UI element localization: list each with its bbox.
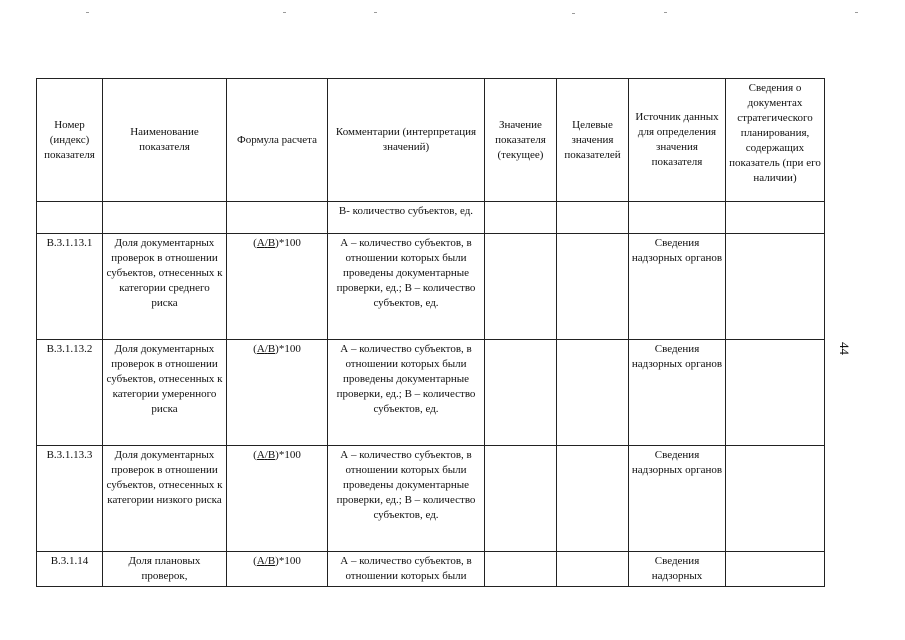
header-strategic: Сведения о документах стратегического планирования, содержащих показатель (при его наличии) (726, 79, 825, 202)
formula-a: А (256, 449, 265, 461)
cell-comment: А – количество субъектов, в отношении которых были (328, 552, 485, 587)
table-row (37, 234, 825, 340)
cell-code: В.3.1.13.3 (37, 446, 103, 552)
cell-code: В.3.1.14 (37, 552, 103, 587)
header-source: Источник данных для определения значения показателя (629, 79, 726, 202)
cell-comment: А – количество субъектов, в отношении которых были проведены документарные проверки, ед.; В – количество субъектов, ед. (328, 234, 485, 340)
indicators-table (36, 78, 825, 587)
cell-target-values (557, 552, 629, 587)
cell-formula: (А/В)*100 (227, 552, 328, 587)
table-row (37, 202, 825, 234)
scan-speck (664, 12, 667, 13)
formula-a-b (257, 555, 275, 567)
cell-target-values (557, 340, 629, 446)
cell-empty (629, 202, 726, 234)
formula-separator: / (264, 237, 268, 249)
formula-separator: / (264, 449, 268, 461)
cell-empty (37, 202, 103, 234)
formula-b: В (267, 449, 276, 461)
cell-code: В.3.1.13.2 (37, 340, 103, 446)
cell-strategic (726, 552, 825, 587)
formula-b: В (267, 555, 276, 567)
formula-separator: / (264, 343, 268, 355)
header-name: Наименование показателя (103, 79, 227, 202)
cell-formula: (А/В)*100 (227, 446, 328, 552)
formula-a-b (257, 449, 275, 461)
scan-speck (283, 12, 286, 13)
cell-formula: (А/В)*100 (227, 234, 328, 340)
cell-comment: А – количество субъектов, в отношении которых были проведены документарные проверки, ед.; В – количество субъектов, ед. (328, 340, 485, 446)
scan-speck (86, 12, 89, 13)
formula-b: В (267, 237, 276, 249)
page-number: 44 (837, 342, 852, 355)
cell-formula: (А/В)*100 (227, 340, 328, 446)
header-number: Номер (индекс) показателя (37, 79, 103, 202)
table-row (37, 340, 825, 446)
formula-b: В (267, 343, 276, 355)
formula-a: А (256, 343, 265, 355)
cell-source: Сведения надзорных органов (629, 446, 726, 552)
header-current-value: Значение показателя (текущее) (485, 79, 557, 202)
scan-speck (374, 12, 377, 13)
cell-current-value (485, 446, 557, 552)
header-formula: Формула расчета (227, 79, 328, 202)
table-row (37, 552, 825, 587)
formula-tail: *100 (278, 237, 301, 249)
cell-empty (227, 202, 328, 234)
cell-comment: А – количество субъектов, в отношении которых были проведены документарные проверки, ед.; В – количество субъектов, ед. (328, 446, 485, 552)
formula-tail: *100 (278, 555, 301, 567)
cell-comment: В- количество субъектов, ед. (328, 202, 485, 234)
cell-name: Доля документарных проверок в отношении субъектов, отнесенных к категории низкого риска (103, 446, 227, 552)
cell-current-value (485, 340, 557, 446)
cell-empty (103, 202, 227, 234)
cell-empty (557, 202, 629, 234)
cell-empty (726, 202, 825, 234)
cell-strategic (726, 446, 825, 552)
header-comment: Комментарии (интерпретация значений) (328, 79, 485, 202)
cell-target-values (557, 234, 629, 340)
header-target-values: Целевые значения показателей (557, 79, 629, 202)
cell-empty (485, 202, 557, 234)
formula-a-b (257, 237, 275, 249)
formula-a: А (256, 555, 265, 567)
cell-name: Доля документарных проверок в отношении субъектов, отнесенных к категории среднего риска (103, 234, 227, 340)
cell-name: Доля плановых проверок, (103, 552, 227, 587)
table-row (37, 446, 825, 552)
formula-tail: *100 (278, 449, 301, 461)
formula-separator: / (264, 555, 268, 567)
cell-current-value (485, 552, 557, 587)
cell-current-value (485, 234, 557, 340)
formula-a: А (256, 237, 265, 249)
cell-source: Сведения надзорных (629, 552, 726, 587)
cell-source: Сведения надзорных органов (629, 340, 726, 446)
scan-speck (572, 13, 575, 14)
cell-strategic (726, 340, 825, 446)
cell-source: Сведения надзорных органов (629, 234, 726, 340)
scan-speck (855, 12, 858, 13)
formula-tail: *100 (278, 343, 301, 355)
cell-strategic (726, 234, 825, 340)
cell-target-values (557, 446, 629, 552)
cell-code: В.3.1.13.1 (37, 234, 103, 340)
cell-name: Доля документарных проверок в отношении субъектов, отнесенных к категории умеренного риска (103, 340, 227, 446)
formula-a-b (257, 343, 275, 355)
table-header-row (37, 79, 825, 202)
